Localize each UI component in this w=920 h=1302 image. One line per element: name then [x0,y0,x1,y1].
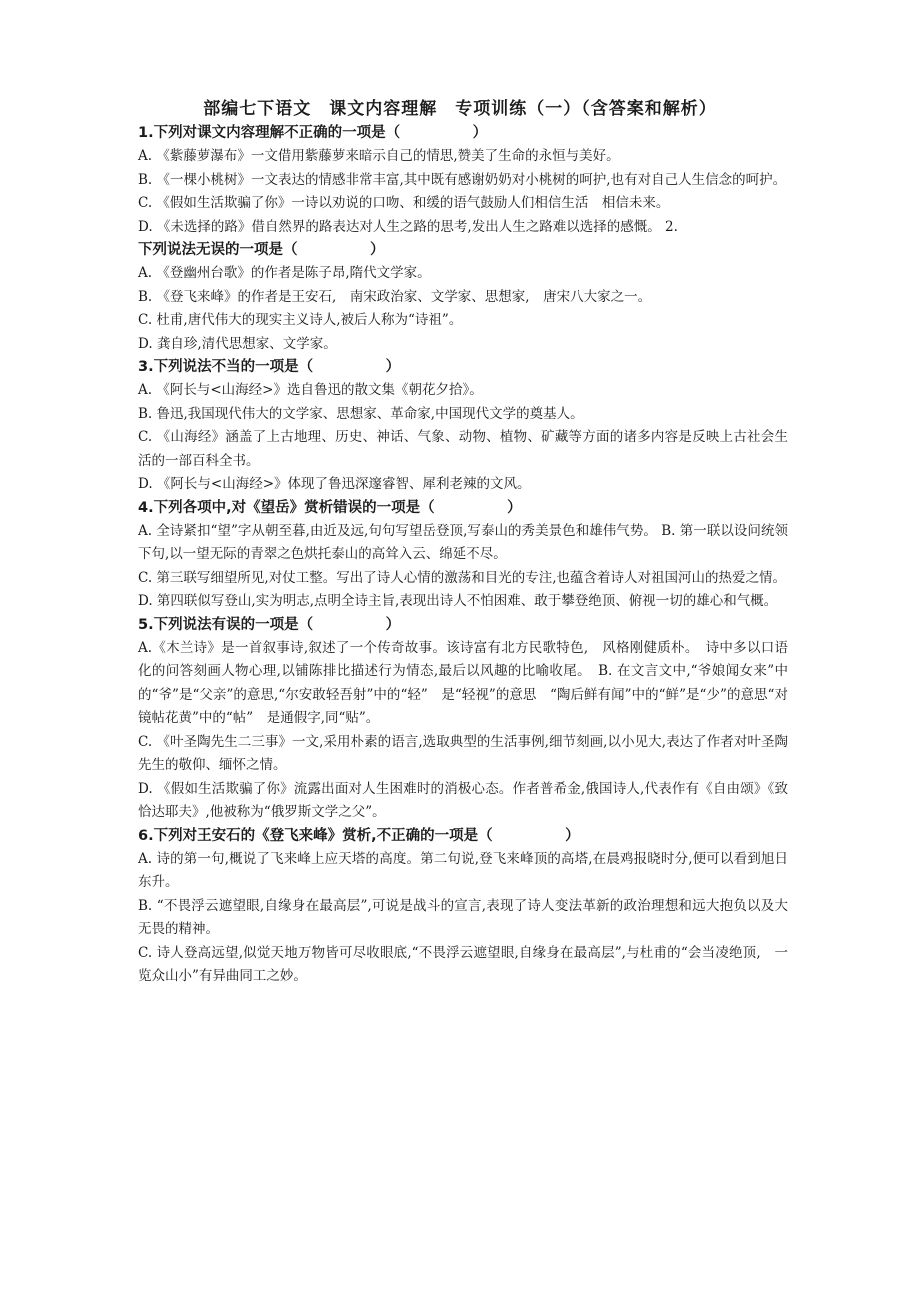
option-c: C. 第三联写细望所见,对仗工整。写出了诗人心情的激荡和目光的专注,也蕴含着诗人对祖国河山的热爱之情。 [138,569,787,586]
option-b: B. 《登飞来峰》的作者是王安石, 南宋政治家、文学家、思想家, 唐宋八大家之一。 [138,288,652,305]
option-a: A. 诗的第一句,概说了飞来峰上应天塔的高度。第二句说,登飞来峰顶的高塔,在晨鸡报晓时分,便可以看到旭日东升。 [138,850,788,890]
question-stem: 1.下列对课文内容理解不正确的一项是（ ） [138,125,488,141]
question-block [138,614,788,825]
option-c: C. 杜甫,唐代伟大的现实主义诗人,被后人称为“诗祖”。 [138,312,463,328]
option-b: B. 《一棵小桃树》一文表达的情感非常丰富,其中既有感谢奶奶对小桃树的呵护,也有对自己人生信念的呵护。 [138,171,787,188]
question-block [138,239,788,356]
option-ab: A.《木兰诗》是一首叙事诗,叙述了一个传奇故事。该诗富有北方民歌特色, 风格刚健质朴。 诗中多以口语化的问答刻画人物心理,以铺陈排比描述行为情态,最后以风趣的比喻收尾。 B. 在文言文中,“爷娘闻女来”中的“爷”是“父亲”的意思,“尔安敢轻吾射”中的“轻” 是“轻视”的意思 “陶后鲜有闻”中的“鲜”是“少”的意思“对镜帖花黄”中的“帖” 是通假字,同“贴”。 [138,639,788,726]
option-c: C. 《山海经》涵盖了上古地理、历史、神话、气象、动物、植物、矿藏等方面的诸多内容是反映上古社会生活的一部百科全书。 [138,429,788,469]
option-d: D. 《假如生活欺骗了你》流露出面对人生困难时的消极心态。作者普希金,俄国诗人,代表作有《自由颂》《致恰达耶夫》,他被称为“俄罗斯文学之父”。 [138,780,788,820]
question-list [138,122,788,989]
option-d: D. 《未选择的路》借自然界的路表达对人生之路的思考,发出人生之路难以选择的感慨。 2. [138,218,678,235]
question-block [138,825,788,989]
question-block [138,497,788,614]
option-d: D. 第四联似写登山,实为明志,点明全诗主旨,表现出诗人不怕困难、敢于攀登绝顶、俯视一切的雄心和气概。 [138,593,778,609]
question-stem: 5.下列说法有误的一项是（ ） [138,616,401,633]
document-title: 部编七下语文 课文内容理解 专项训练（一）（含答案和解析） [203,99,717,119]
option-c: C. 《假如生活欺骗了你》一诗以劝说的口吻、和缓的语气鼓励人们相信生活 相信未来。 [138,195,670,211]
question-stem: 3.下列说法不当的一项是（ ） [138,359,401,375]
option-d: D. 《阿长与<山海经>》体现了鲁迅深邃睿智、犀利老辣的文风。 [138,476,531,492]
question-stem: 6.下列对王安石的《登飞来峰》赏析,不正确的一项是（ ） [138,827,580,844]
question-block [138,122,788,239]
option-a: A. 《紫藤萝瀑布》一文借用紫藤萝来暗示自己的情思,赞美了生命的永恒与美好。 [138,148,620,164]
option-c: C. 诗人登高远望,似觉天地万物皆可尽收眼底,“不畏浮云遮望眼,自缘身在最高层”,与杜甫的“会当凌绝顶, 一览众山小”有异曲同工之妙。 [138,944,788,984]
option-a: A. 《登幽州台歌》的作者是陈子昂,隋代文学家。 [138,265,431,281]
question-stem: 下列说法无误的一项是（ ） [138,242,385,258]
option-d: D. 龚自珍,清代思想家、文学家。 [138,335,337,352]
option-c: C. 《叶圣陶先生二三事》一文,采用朴素的语言,选取典型的生活事例,细节刻画,以小见大,表达了作者对叶圣陶先生的敬仰、缅怀之情。 [138,733,788,773]
option-a: A. 《阿长与<山海经>》选自鲁迅的散文集《朝花夕拾》。 [138,382,483,398]
question-stem: 4.下列各项中,对《望岳》赏析错误的一项是（ ） [138,499,522,516]
option-ab: A. 全诗紧扣“望”字从朝至暮,由近及远,句句写望岳登顶,写泰山的秀美景色和雄伟气势。 B. 第一联以设问统领下句,以一望无际的青翠之色烘托泰山的高耸入云、绵延不尽。 [138,522,788,562]
option-b: B. 鲁迅,我国现代伟大的文学家、思想家、革命家,中国现代文学的奠基人。 [138,405,584,422]
question-block [138,356,788,497]
option-b: B. “不畏浮云遮望眼,自缘身在最高层”,可说是战斗的宣言,表现了诗人变法革新的政治理想和远大抱负以及大无畏的精神。 [138,897,788,937]
